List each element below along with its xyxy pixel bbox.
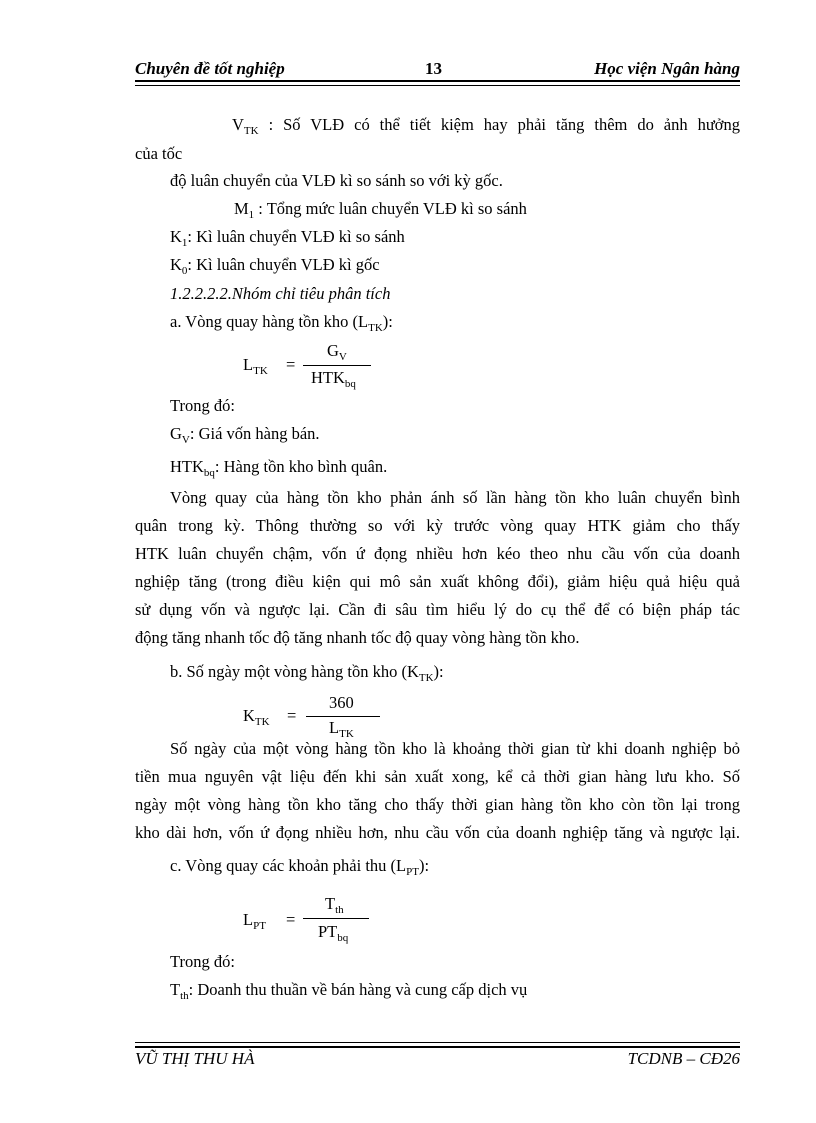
header-left: Chuyên đề tốt nghiệp bbox=[135, 59, 285, 78]
formula-a-den: $HTK_{bq}$ bbox=[311, 368, 356, 390]
def-vtk-cont1: của tốc bbox=[135, 144, 183, 163]
formula-a-num: $G_V$ bbox=[327, 341, 347, 363]
header-rule bbox=[135, 80, 740, 86]
item-c-where: Trong đó: bbox=[170, 952, 235, 971]
item-a-title: a. Vòng quay hàng tồn kho $(L_{TK})$: bbox=[170, 312, 393, 334]
footer-right: TCDNB – CĐ26 bbox=[627, 1049, 740, 1068]
formula-b-den: $L_{TK}$ bbox=[329, 718, 354, 740]
def-k0: $K_0$: Kì luân chuyển VLĐ kì gốc bbox=[170, 255, 380, 277]
item-c-title: c. Vòng quay các khoản phải thu $(L_{PT})$: bbox=[170, 856, 430, 878]
formula-b-eq: = bbox=[287, 706, 297, 725]
para-b-line-3: ngày một vòng hàng tồn kho tăng cho thấy thời gian hàng tồn kho còn tồn lại trong bbox=[135, 795, 740, 814]
def-m1: $M_1$ : Tổng mức luân chuyển VLĐ kì so sánh bbox=[234, 199, 527, 221]
formula-c-den: $PT_{bq}$ bbox=[318, 922, 349, 944]
def-htk: $HTK_{bq}$: Hàng tồn kho bình quân. bbox=[170, 457, 388, 479]
para-a-line-4: nghiệp tăng (trong điều kiện qui mô sản xuất không đổi), giảm hiệu quả hiệu quả bbox=[135, 572, 740, 591]
header-right: Học viện Ngân hàng bbox=[594, 59, 740, 78]
formula-c-eq: = bbox=[286, 910, 296, 929]
section-heading: 1.2.2.2.2.Nhóm chỉ tiêu phân tích bbox=[170, 284, 391, 303]
para-b-line-2: tiền mua nguyên vật liệu đến khi sản xuất xong, kể cả thời gian hàng lưu kho. Số bbox=[135, 767, 740, 786]
formula-c-num: $T_{th}$ bbox=[325, 894, 344, 916]
def-vtk-cont2: độ luân chuyển của VLĐ kì so sánh so với kỳ gốc. bbox=[170, 171, 503, 190]
para-b-line-1: Số ngày của một vòng hàng tồn kho là khoảng thời gian từ khi doanh nghiệp bỏ bbox=[170, 739, 740, 758]
footer-rule bbox=[135, 1042, 740, 1048]
para-a-line-6: động tăng nhanh tốc độ tăng nhanh tốc độ quay vòng hàng tồn kho. bbox=[135, 628, 580, 647]
def-vtk: $V_{TK}$ : Số VLĐ có thể tiết kiệm hay phải tăng thêm do ảnh hưởng bbox=[232, 115, 741, 137]
formula-b-lhs: $K_{TK}$ bbox=[243, 706, 270, 728]
formula-c-lhs: $L_{PT}$ bbox=[243, 910, 266, 932]
page-number: 13 bbox=[425, 59, 442, 78]
formula-a-eq: = bbox=[286, 355, 296, 374]
formula-a-lhs: $L_{TK}$ bbox=[243, 355, 268, 377]
formula-b-num: 360 bbox=[329, 693, 354, 712]
def-gv: $G_V$: Giá vốn hàng bán. bbox=[170, 424, 320, 446]
para-a-line-3: HTK luân chuyển chậm, vốn ứ đọng nhiều hơn kéo theo nhu cầu vốn của doanh bbox=[135, 544, 740, 563]
para-b-line-4: kho dài hơn, vốn ứ đọng nhiều hơn, nhu cầu vốn của doanh nghiệp tăng và ngược lại. bbox=[135, 823, 740, 842]
item-a-where: Trong đó: bbox=[170, 396, 235, 415]
item-b-title: b. Số ngày một vòng hàng tồn kho $(K_{TK})$: bbox=[170, 662, 444, 684]
def-tth: $T_{th}$: Doanh thu thuần về bán hàng và cung cấp dịch vụ bbox=[170, 980, 528, 1002]
def-k1: $K_1$: Kì luân chuyển VLĐ kì so sánh bbox=[170, 227, 405, 249]
para-a-line-1: Vòng quay của hàng tồn kho phản ánh số lần hàng tồn kho luân chuyển bình bbox=[170, 488, 740, 507]
para-a-line-5: sử dụng vốn và ngược lại. Cần đi sâu tìm hiểu lý do cụ thể để có biện pháp tác bbox=[135, 600, 740, 619]
footer-left: VŨ THỊ THU HÀ bbox=[135, 1049, 255, 1068]
formula-b-fraction-bar bbox=[306, 716, 380, 717]
formula-a-fraction-bar bbox=[303, 365, 371, 366]
formula-c-fraction-bar bbox=[303, 918, 369, 919]
para-a-line-2: quân trong kỳ. Thông thường so với kỳ trước vòng quay HTK giảm cho thấy bbox=[135, 516, 740, 535]
